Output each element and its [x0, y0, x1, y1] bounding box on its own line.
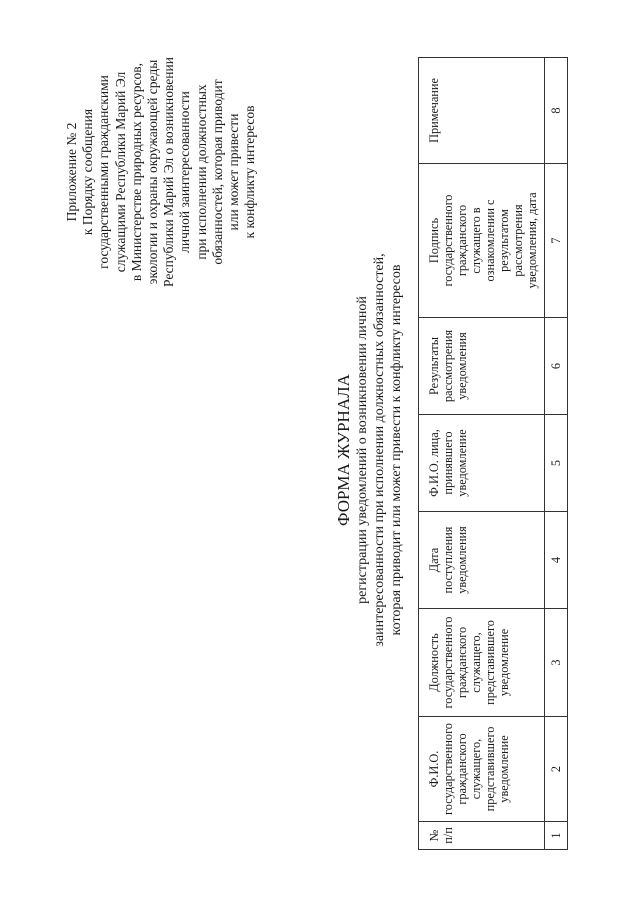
form-subtitle-line: заинтересованности при исполнении должностных обязанностей,	[372, 253, 387, 647]
header-line: Подпись	[427, 217, 441, 264]
header-line: гражданского	[455, 733, 469, 805]
header-line: государственного	[441, 723, 455, 815]
column-number: 4	[545, 512, 568, 609]
annex-line: экологии и охраны окружающей среды	[145, 59, 161, 285]
column-header	[419, 609, 545, 717]
header-line: представившего	[483, 726, 497, 812]
header-line: уведомления	[455, 526, 469, 594]
form-heading: ФОРМА ЖУРНАЛА	[334, 374, 353, 526]
header-line: служащего в	[469, 207, 483, 274]
header-line: Дата	[427, 547, 441, 573]
table-header-row	[419, 58, 545, 850]
header-line: гражданского	[455, 626, 469, 699]
column-number: 3	[545, 609, 568, 717]
annex-line: Приложение № 2	[64, 122, 79, 222]
header-line: поступления	[441, 526, 455, 594]
header-line: ознакомлении с	[483, 199, 497, 282]
column-header	[419, 717, 545, 822]
annex-line: или может привести	[226, 113, 242, 231]
form-title	[334, 55, 405, 845]
header-line: государственного	[441, 194, 455, 287]
header-line: уведомление	[455, 429, 469, 497]
header-line: результатом	[497, 209, 511, 272]
header-line: служащего,	[469, 632, 483, 693]
annex-line: в Министерстве природных ресурсов,	[128, 62, 144, 282]
header-line: Ф.И.О. лица,	[427, 429, 441, 497]
annex-line: служащими Республики Марий Эл	[112, 71, 128, 273]
column-header	[419, 164, 545, 318]
header-line: уведомления	[455, 332, 469, 400]
column-header	[419, 822, 545, 850]
column-number: 6	[545, 318, 568, 415]
column-header	[419, 318, 545, 415]
annex-line: к Порядку сообщения	[80, 108, 96, 236]
journal-table	[418, 57, 568, 850]
column-number: 1	[545, 822, 568, 850]
header-line: Результаты	[427, 336, 441, 396]
annex-line: обязанностей, которая приводит	[209, 79, 225, 265]
column-number: 5	[545, 415, 568, 512]
header-line: принявшего	[441, 431, 455, 495]
header-line: №	[427, 829, 441, 842]
form-subtitle-line: регистрации уведомлений о возникновении личной	[355, 296, 370, 604]
header-line: рассмотрения	[441, 329, 455, 403]
column-number: 7	[545, 164, 568, 318]
header-line: государственного	[441, 616, 455, 709]
header-line: Должность	[427, 633, 441, 692]
header-line: рассмотрения	[511, 204, 525, 277]
annex-line: при исполнении должностных	[193, 84, 209, 260]
header-line: гражданского	[455, 204, 469, 277]
column-header	[419, 58, 545, 164]
header-line: Примечание	[427, 78, 441, 143]
header-line: уведомление	[497, 628, 511, 697]
header-line: п/п	[441, 827, 455, 844]
header-line: уведомления, дата	[525, 192, 539, 289]
table-row	[545, 58, 568, 850]
annex-caption	[64, 12, 258, 332]
annex-line: к конфликту интересов	[242, 105, 258, 239]
annex-line: личной заинтересованности	[177, 91, 193, 253]
form-subtitle-line: которая приводит или может привести к конфликту интересов	[389, 264, 404, 636]
header-line: служащего,	[469, 738, 483, 800]
column-number: 2	[545, 717, 568, 822]
header-line: уведомление	[497, 735, 511, 803]
annex-line: Республики Марий Эл о возникновении	[161, 57, 177, 287]
header-line: Ф.И.О.	[427, 750, 441, 788]
header-line: представившего	[483, 620, 497, 705]
column-header	[419, 512, 545, 609]
column-header	[419, 415, 545, 512]
annex-line: государственными гражданскими	[96, 75, 112, 269]
column-number: 8	[545, 58, 568, 164]
